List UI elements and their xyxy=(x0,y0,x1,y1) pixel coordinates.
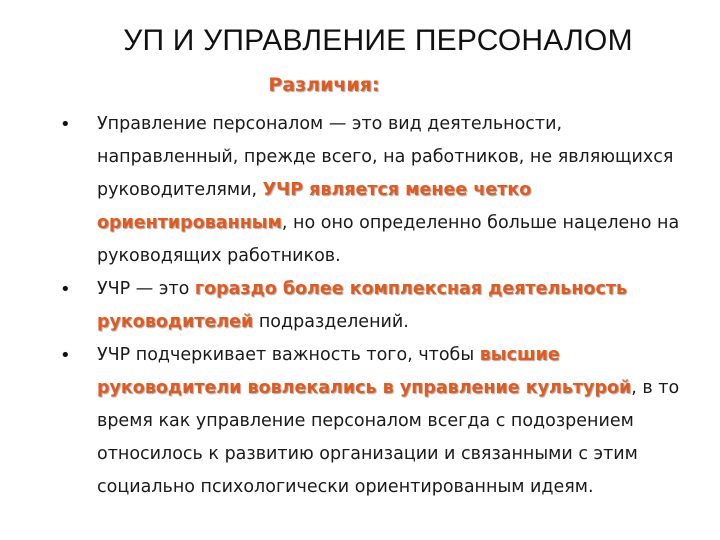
bullet-text-part: , в то время как управление персоналом всегда с подозрением относилось к развитию организации и связанными с этим социально психологически ориентированным идеям. xyxy=(97,378,680,497)
bullet-text xyxy=(97,108,687,273)
bullet-text xyxy=(97,273,687,339)
bullet-text-part: Управление персоналом — это вид деятельности, направленный, прежде всего, на работников, не являющихся руководителями, xyxy=(97,114,674,200)
bullet-item xyxy=(0,108,720,273)
highlighted-text: гораздо более комплексная деятельность руководителей xyxy=(97,279,628,332)
bullet-text xyxy=(97,339,687,504)
bullet-list xyxy=(0,108,720,504)
slide-title: УП И УПРАВЛЕНИЕ ПЕРСОНАЛОМ xyxy=(123,24,633,57)
bullet-text-part: подразделений. xyxy=(253,312,409,332)
bullet-item xyxy=(0,339,720,504)
highlighted-text: высшие руководители вовлекались в управление культурой xyxy=(97,345,632,398)
bullet-item xyxy=(0,273,720,339)
highlighted-text: УЧР является менее четко ориентированным xyxy=(97,180,532,233)
bullet-text-part: УЧР подчеркивает важность того, чтобы xyxy=(97,345,480,365)
slide-subtitle: Различия: xyxy=(268,74,380,96)
bullet-icon: • xyxy=(60,114,71,135)
bullet-icon: • xyxy=(60,345,71,366)
bullet-icon: • xyxy=(60,279,71,300)
bullet-text-part: , но оно определенно больше нацелено на руководящих работников. xyxy=(97,213,680,266)
bullet-text-part: УЧР — это xyxy=(97,279,195,299)
